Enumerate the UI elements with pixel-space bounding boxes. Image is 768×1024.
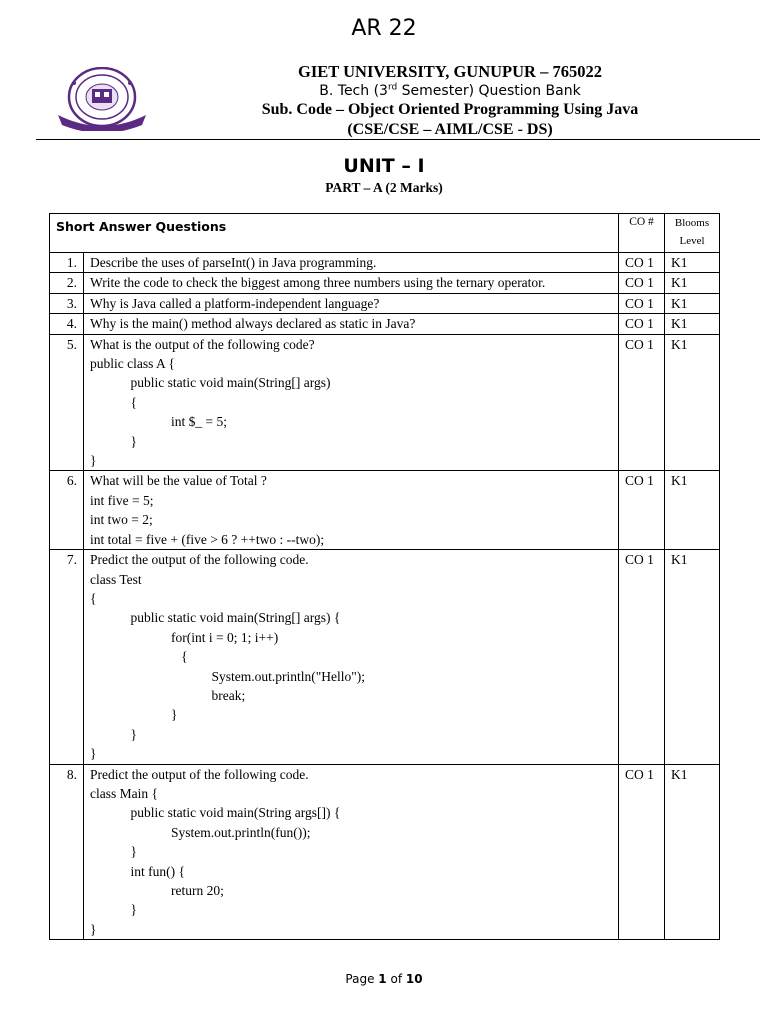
- question-number: 3.: [50, 293, 84, 313]
- table-row: [50, 471, 720, 550]
- question-line: }: [90, 746, 97, 762]
- question-line: {: [90, 649, 188, 665]
- question-text: [84, 764, 619, 940]
- blooms-level: K1: [665, 471, 720, 550]
- question-line: int $_ = 5;: [90, 414, 227, 430]
- course-outcome: CO 1: [619, 550, 665, 764]
- question-number: 6.: [50, 471, 84, 550]
- subject-line: Sub. Code – Object Oriented Programming Using Java: [261, 101, 639, 118]
- table-row: [50, 550, 720, 764]
- question-number: 1.: [50, 253, 84, 273]
- question-number: 2.: [50, 273, 84, 293]
- question-line: Describe the uses of parseInt() in Java programming.: [90, 255, 377, 270]
- question-text: [84, 293, 619, 313]
- question-text: [84, 253, 619, 273]
- question-line: return 20;: [90, 883, 224, 898]
- question-line: Why is Java called a platform-independent language?: [90, 295, 380, 311]
- table-row: [50, 314, 720, 334]
- column-header-blooms: Blooms Level: [674, 217, 710, 247]
- question-line: Why is the main() method always declared as static in Java?: [90, 316, 416, 332]
- unit-title: UNIT – I: [343, 155, 425, 177]
- blooms-level: K1: [665, 293, 720, 313]
- question-line: What will be the value of Total ?: [90, 473, 267, 489]
- question-number: 5.: [50, 334, 84, 471]
- course-outcome: CO 1: [619, 334, 665, 471]
- university-logo-icon: [52, 67, 152, 131]
- table-row: [50, 764, 720, 940]
- column-header-question: Short Answer Questions: [56, 219, 227, 234]
- question-line: public static void main(String[] args): [90, 375, 331, 391]
- course-line: B. Tech (3rd Semester) Question Bank: [319, 82, 581, 99]
- course-outcome: CO 1: [619, 764, 665, 940]
- table-row: [50, 253, 720, 273]
- column-header-co: CO #: [629, 216, 654, 228]
- question-line: public static void main(String[] args) {: [90, 610, 341, 626]
- part-title: PART – A (2 Marks): [325, 180, 443, 195]
- document-code: AR 22: [351, 16, 417, 41]
- question-text: [84, 314, 619, 334]
- question-line: {: [90, 590, 97, 606]
- question-number: 4.: [50, 314, 84, 334]
- blooms-level: K1: [665, 550, 720, 764]
- table-header-row: [50, 214, 720, 253]
- question-line: }: [90, 707, 178, 723]
- question-line: Predict the output of the following code.: [90, 552, 309, 568]
- question-line: int fun() {: [90, 863, 185, 879]
- question-line: }: [90, 921, 97, 937]
- question-line: public class A {: [90, 356, 175, 372]
- question-line: }: [90, 433, 137, 449]
- blooms-level: K1: [665, 273, 720, 293]
- table-row: [50, 273, 720, 293]
- question-line: int two = 2;: [90, 512, 153, 528]
- table-row: [50, 334, 720, 471]
- question-text: [84, 273, 619, 293]
- question-line: Predict the output of the following code.: [90, 766, 309, 782]
- question-line: public static void main(String args[]) {: [90, 805, 341, 821]
- question-line: }: [90, 726, 137, 742]
- question-line: }: [90, 844, 137, 860]
- blooms-level: K1: [665, 253, 720, 273]
- blooms-level: K1: [665, 314, 720, 334]
- question-line: Write the code to check the biggest among three numbers using the ternary operator.: [90, 275, 546, 291]
- question-line: }: [90, 453, 97, 469]
- branches-line: (CSE/CSE – AIML/CSE - DS): [347, 121, 553, 138]
- question-line: What is the output of the following code?: [90, 336, 315, 352]
- question-line: System.out.println(fun());: [90, 824, 311, 840]
- blooms-level: K1: [665, 334, 720, 471]
- question-table: [49, 213, 720, 940]
- question-text: [84, 334, 619, 471]
- course-outcome: CO 1: [619, 471, 665, 550]
- question-text: [84, 471, 619, 550]
- question-number: 8.: [50, 764, 84, 940]
- course-outcome: CO 1: [619, 273, 665, 293]
- question-line: for(int i = 0; 1; i++): [90, 629, 279, 645]
- question-line: class Main {: [90, 785, 158, 801]
- question-number: 7.: [50, 550, 84, 764]
- question-line: int total = five + (five > 6 ? ++two : --two);: [90, 531, 325, 547]
- course-outcome: CO 1: [619, 293, 665, 313]
- question-line: int five = 5;: [90, 492, 154, 508]
- question-line: class Test: [90, 571, 142, 587]
- question-line: break;: [90, 687, 246, 703]
- question-line: }: [90, 902, 137, 918]
- university-name: GIET UNIVERSITY, GUNUPUR – 765022: [298, 62, 602, 81]
- header-divider: [36, 139, 760, 140]
- blooms-level: K1: [665, 764, 720, 940]
- question-line: System.out.println("Hello");: [90, 668, 366, 684]
- question-text: [84, 550, 619, 764]
- page-footer: Page 1 of 10: [345, 972, 423, 986]
- table-row: [50, 293, 720, 313]
- course-outcome: CO 1: [619, 314, 665, 334]
- question-line: {: [90, 394, 137, 410]
- course-outcome: CO 1: [619, 253, 665, 273]
